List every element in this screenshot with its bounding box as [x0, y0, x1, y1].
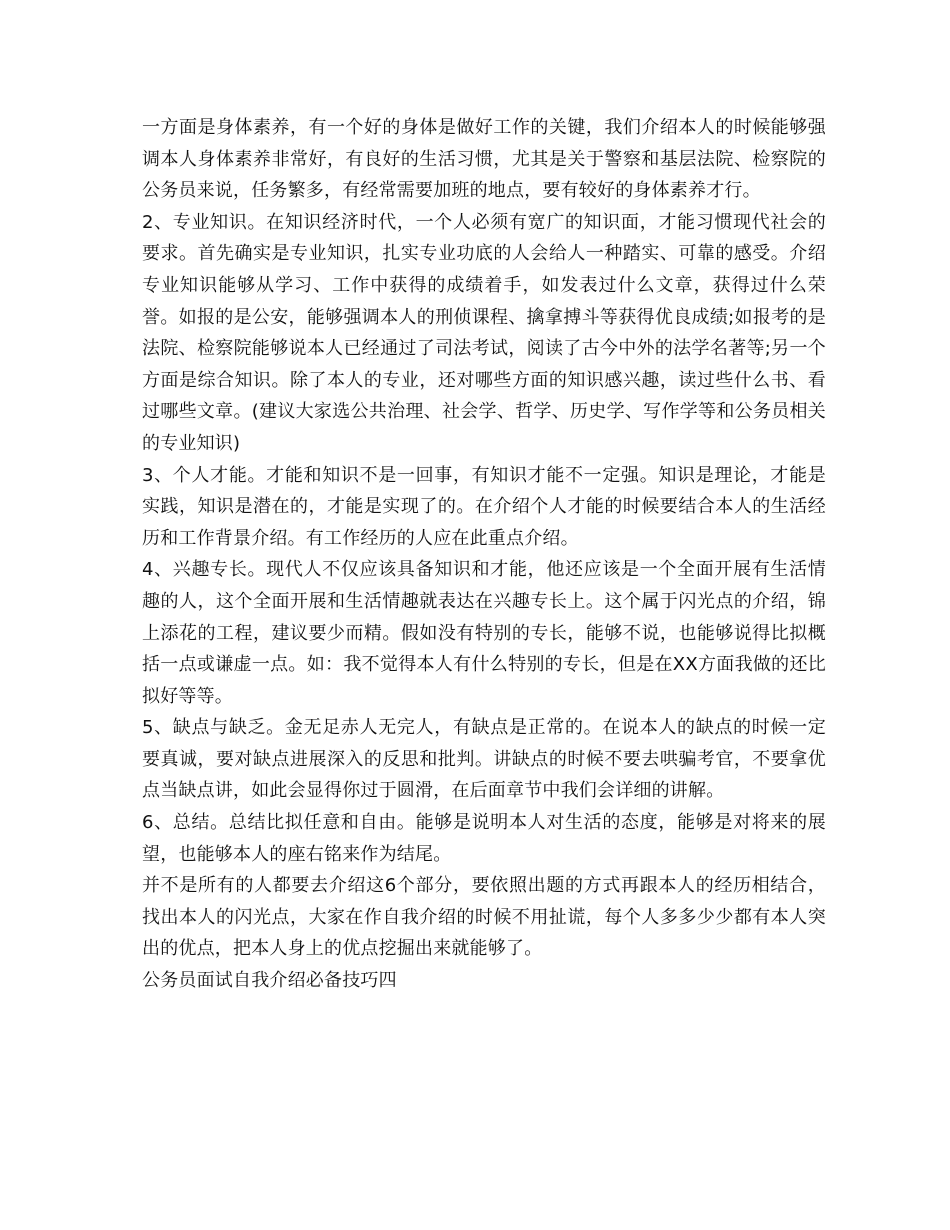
section-heading: 公务员面试自我介绍必备技巧四 [142, 970, 397, 992]
paragraph-personal-ability: 3、个人才能。才能和知识不是一回事，有知识才能不一定强。知识是理论，才能是实践，知识是潜在的，才能是实现了的。在介绍个人才能的时候要结合本人的生活经历和工作背景介绍。有工作经历的人应在此重点介绍。 [142, 464, 826, 549]
paragraph-interests-specialties: 4、兴趣专长。现代人不仅应该具备知识和才能，他还应该是一个全面开展有生活情趣的人，这个全面开展和生活情趣就表达在兴趣专长上。这个属于闪光点的介绍，锦上添花的工程，建议要少而精。假如没有特别的专长，能够不说，也能够说得比拟概括一点或谦虚一点。如：我不觉得本人有什么特别的专长，但是在XX方面我做的还比拟好等等。 [142, 559, 826, 707]
paragraph-conclusion: 并不是所有的人都要去介绍这6个部分，要依照出题的方式再跟本人的经历相结合，找出本人的闪光点，大家在作自我介绍的时候不用扯谎，每个人多多少少都有本人突出的优点，把本人身上的优点挖掘出来就能够了。 [142, 875, 826, 960]
document-body [142, 112, 826, 997]
paragraph-summary: 6、总结。总结比拟任意和自由。能够是说明本人对生活的态度，能够是对将来的展望，也能够本人的座右铭来作为结尾。 [142, 812, 826, 865]
paragraph-physical-quality: 一方面是身体素养，有一个好的身体是做好工作的关键，我们介绍本人的时候能够强调本人身体素养非常好，有良好的生活习惯，尤其是关于警察和基层法院、检察院的公务员来说，任务繁多，有经常需要加班的地点，要有较好的身体素养才行。 [142, 117, 826, 202]
paragraph-professional-knowledge: 2、专业知识。在知识经济时代，一个人必须有宽广的知识面，才能习惯现代社会的要求。首先确实是专业知识，扎实专业功底的人会给人一种踏实、可靠的感受。介绍专业知识能够从学习、工作中获得的成绩着手，如发表过什么文章，获得过什么荣誉。如报的是公安，能够强调本人的刑侦课程、擒拿搏斗等获得优良成绩;如报考的是法院、检察院能够说本人已经通过了司法考试，阅读了古今中外的法学名著等;另一个方面是综合知识。除了本人的专业，还对哪些方面的知识感兴趣，读过些什么书、看过哪些文章。(建议大家选公共治理、社会学、哲学、历史学、写作学等和公务员相关的专业知识) [142, 211, 826, 454]
paragraph-shortcomings: 5、缺点与缺乏。金无足赤人无完人，有缺点是正常的。在说本人的缺点的时候一定要真诚，要对缺点进展深入的反思和批判。讲缺点的时候不要去哄骗考官，不要拿优点当缺点讲，如此会显得你过于圆滑，在后面章节中我们会详细的讲解。 [142, 717, 826, 802]
